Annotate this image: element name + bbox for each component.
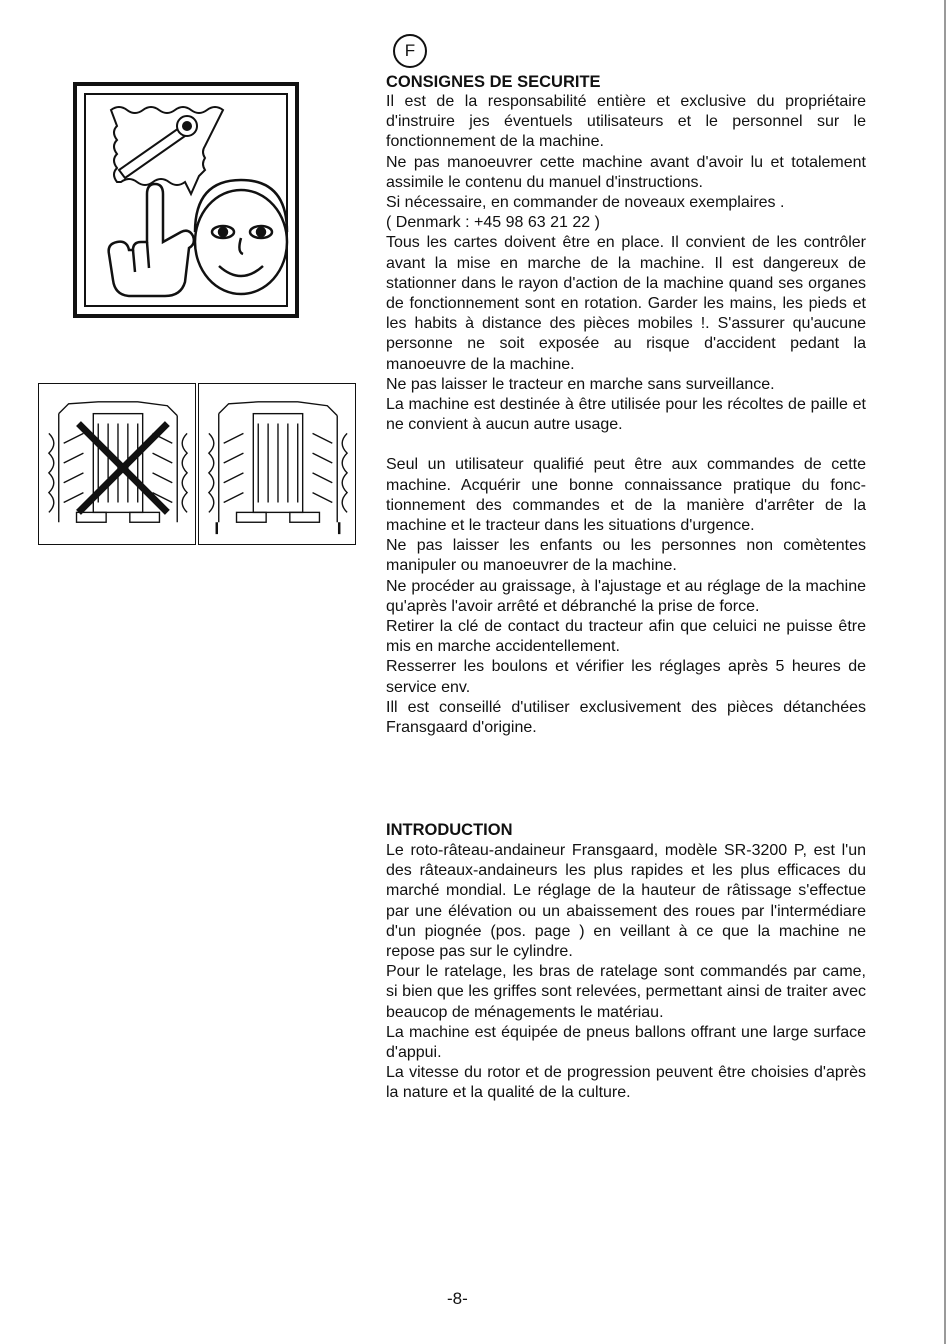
paragraph: Pour le ratelage, les bras de ratelage sont commandés par came, si bien que les griffes sont relevées, permettant ainsi de traiter avec beaucop de ménagements le matériau. [386, 963, 866, 1021]
introduction-heading: INTRODUCTION [386, 821, 513, 839]
paragraph: Ne pas manoeuvrer cette machine avant d'avoir lu et totalement assimile le contenu du manuel d'instructions. [386, 153, 866, 191]
paragraph: Seul un utilisateur qualifié peut être aux commandes de cette machine. Acquérir une bonne connaissance pratique du fonc-tionnement des commandes et de la manière d'arrêter de la machine et le tracteur dans les situations d'urgence. [386, 456, 866, 535]
paragraph: Il est de la responsabilité entière et exclusive du propriétaire d'instruire jes éventuels utilisateurs et le personnel sur le fonctionnement de la machine. [386, 93, 866, 151]
paragraph: Tous les cartes doivent être en place. Il convient de les contrôler avant la mise en marche de la machine. Il est dangereux de stationner dans le rayon d'action de la machine quand ses organes de fonctionnement sont en rotation. Garder les mains, les pieds et les habits à distance des pièces mobiles !. S'assurer qu'aucune personne ne soit exposée au risque d'accident pedant la manoeuvre de la machine. [386, 234, 866, 373]
paragraph: Retirer la clé de contact du tracteur afin que celuici ne puisse être mis en marche accidentellement. [386, 618, 866, 656]
machine-correct-illustration [198, 383, 356, 545]
paragraph: Ne pas laisser le tracteur en marche sans surveillance. [386, 375, 775, 393]
introduction-text [386, 841, 866, 1104]
read-manual-pictogram [73, 82, 299, 318]
paragraph: Resserrer les boulons et vérifier les réglages après 5 heures de service env. [386, 658, 866, 696]
paragraph: Le roto-râteau-andaineur Fransgaard, modèle SR-3200 P, est l'un des râteaux-andaineurs les plus rapides et les plus efficaces du marché mondial. Le réglage de la hauteur de râtissage s'effectue par une élévation ou un abaissement des roues par l'intermédiare d'un piognée (pos. page ) en veillant à ce que la machine ne repose pas sur le cylindre. [386, 842, 866, 961]
paragraph: Si nécessaire, en commander de noveaux exemplaires . [386, 194, 785, 212]
safety-heading: CONSIGNES DE SECURITE [386, 73, 601, 91]
paragraph: La machine est équipée de pneus ballons offrant une large surface d'appui. [386, 1023, 866, 1062]
paragraph: Ne procéder au graissage, à l'ajustage et au réglage de la machine qu'après l'avoir arrêté et débranché la prise de force. [386, 577, 866, 615]
paragraph: Ne pas laisser les enfants ou les personnes non comètentes manipuler ou manoeuvrer de la machine. [386, 537, 866, 575]
paragraph: Ill est conseillé d'utiliser exclusivement des pièces détanchées Fransgaard d'origine. [386, 698, 866, 737]
paragraph: La vitesse du rotor et de progression peuvent être choisies d'après la nature et la qualité de la culture. [386, 1064, 866, 1102]
paragraph: La machine est destinée à être utilisée pour les récoltes de paille et ne convient à aucun autre usage. [386, 396, 866, 434]
page-number: -8- [447, 1289, 468, 1308]
safety-text [386, 92, 866, 738]
language-badge: F [393, 34, 427, 68]
paragraph: ( Denmark : +45 98 63 21 22 ) [386, 214, 600, 232]
machine-wrong-illustration [38, 383, 196, 545]
page-edge [944, 0, 946, 1344]
